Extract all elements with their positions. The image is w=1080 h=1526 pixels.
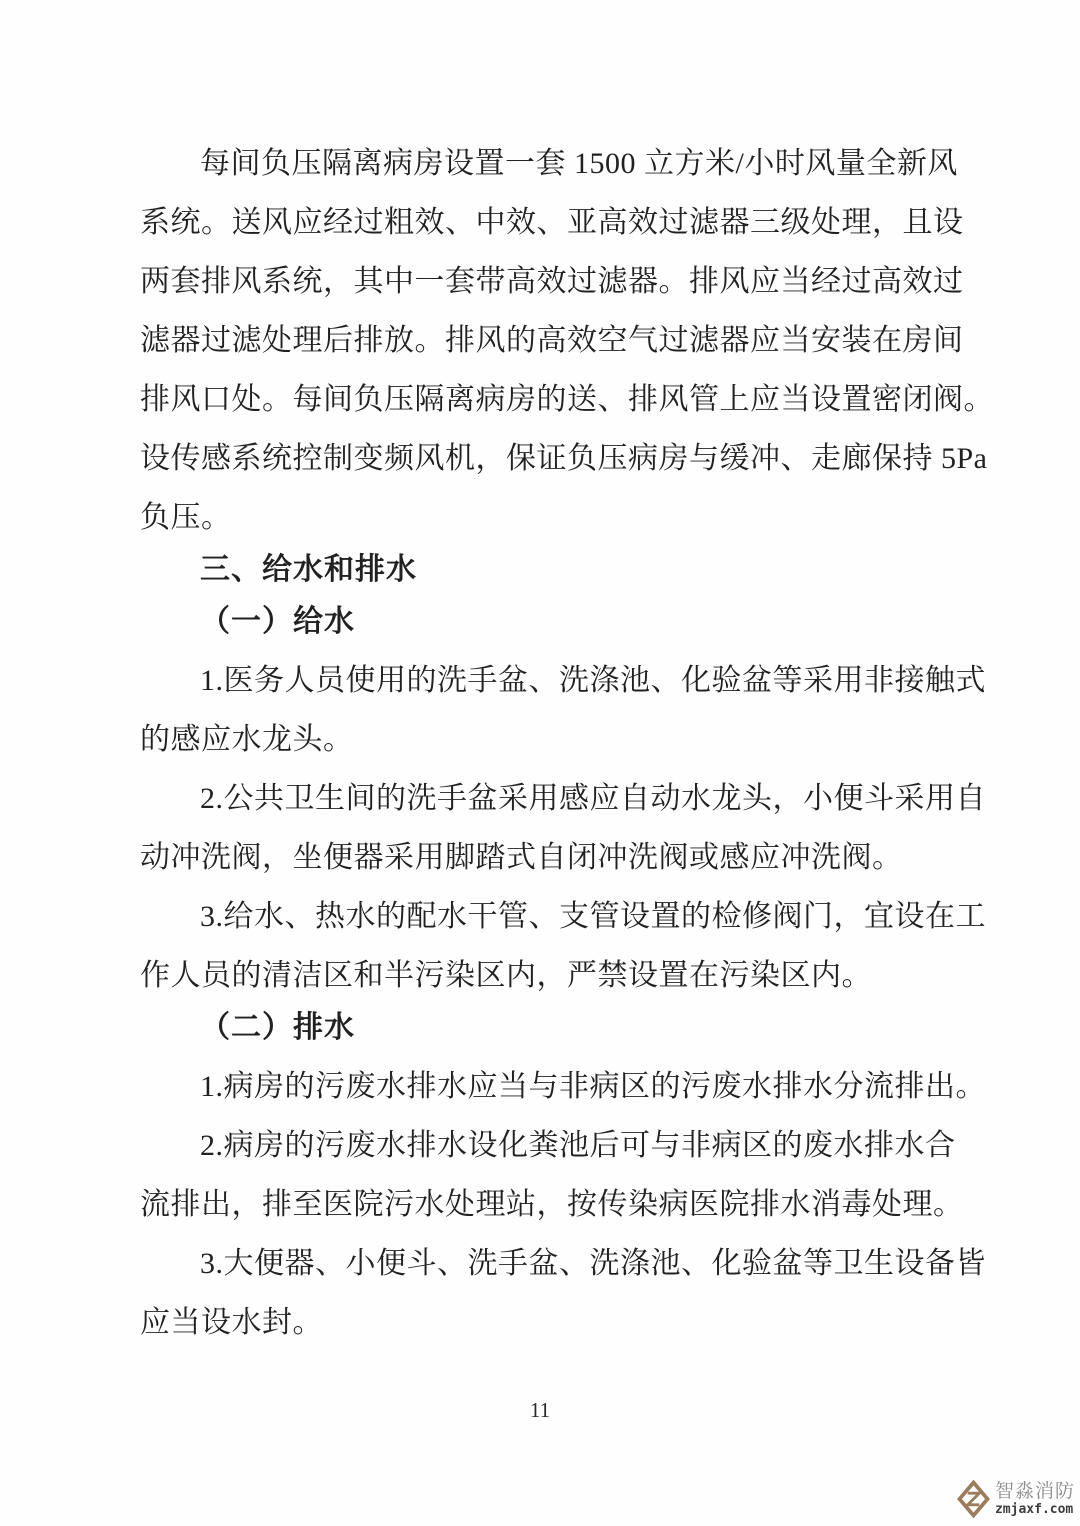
text-line: 每间负压隔离病房设置一套 1500 立方米/小时风量全新风: [200, 147, 958, 180]
text-line: 3.大便器、小便斗、洗手盆、洗涤池、化验盆等卫生设备皆: [200, 1247, 986, 1280]
watermark-domain: zmjaxf.com: [994, 1502, 1074, 1517]
text-line: 设传感系统控制变频风机，保证负压病房与缓冲、走廊保持 5Pa: [140, 442, 988, 475]
heading-line: 三、给水和排水: [200, 553, 417, 586]
text-line: 动冲洗阀，坐便器采用脚踏式自闭冲洗阀或感应冲洗阀。: [140, 841, 903, 874]
heading-line: （二）排水: [200, 1011, 355, 1044]
text-line: 2.病房的污废水排水设化粪池后可与非病区的废水排水合: [200, 1129, 956, 1162]
text-line: 3.给水、热水的配水干管、支管设置的检修阀门，宜设在工: [200, 900, 986, 933]
zhimiao-logo-icon: [957, 1480, 990, 1518]
text-line: 1.医务人员使用的洗手盆、洗涤池、化验盆等采用非接触式: [200, 664, 986, 697]
text-line: 1.病房的污废水排水应当与非病区的污废水排水分流排出。: [200, 1070, 986, 1103]
document-body: [140, 134, 994, 1352]
page-number: 11: [529, 1398, 551, 1422]
heading-line: （一）给水: [200, 605, 355, 638]
text-line: 作人员的清洁区和半污染区内，严禁设置在污染区内。: [140, 959, 872, 992]
text-line: 流排出，排至医院污水处理站，按传染病医院排水消毒处理。: [140, 1188, 964, 1221]
text-line: 负压。: [140, 501, 232, 534]
text-line: 系统。送风应经过粗效、中效、亚高效过滤器三级处理，且设: [140, 206, 964, 239]
text-line: 的感应水龙头。: [140, 723, 354, 756]
text-line: 2.公共卫生间的洗手盆采用感应自动水龙头，小便斗采用自: [200, 782, 986, 815]
text-line: 排风口处。每间负压隔离病房的送、排风管上应当设置密闭阀。: [140, 383, 994, 416]
watermark-brand: 智淼消防: [994, 1481, 1075, 1502]
watermark-text: [995, 1482, 1075, 1516]
text-line: 两套排风系统，其中一套带高效过滤器。排风应当经过高效过: [140, 265, 964, 298]
watermark: [957, 1480, 1075, 1518]
text-line: 滤器过滤处理后排放。排风的高效空气过滤器应当安装在房间: [140, 324, 964, 357]
text-line: 应当设水封。: [140, 1306, 323, 1339]
